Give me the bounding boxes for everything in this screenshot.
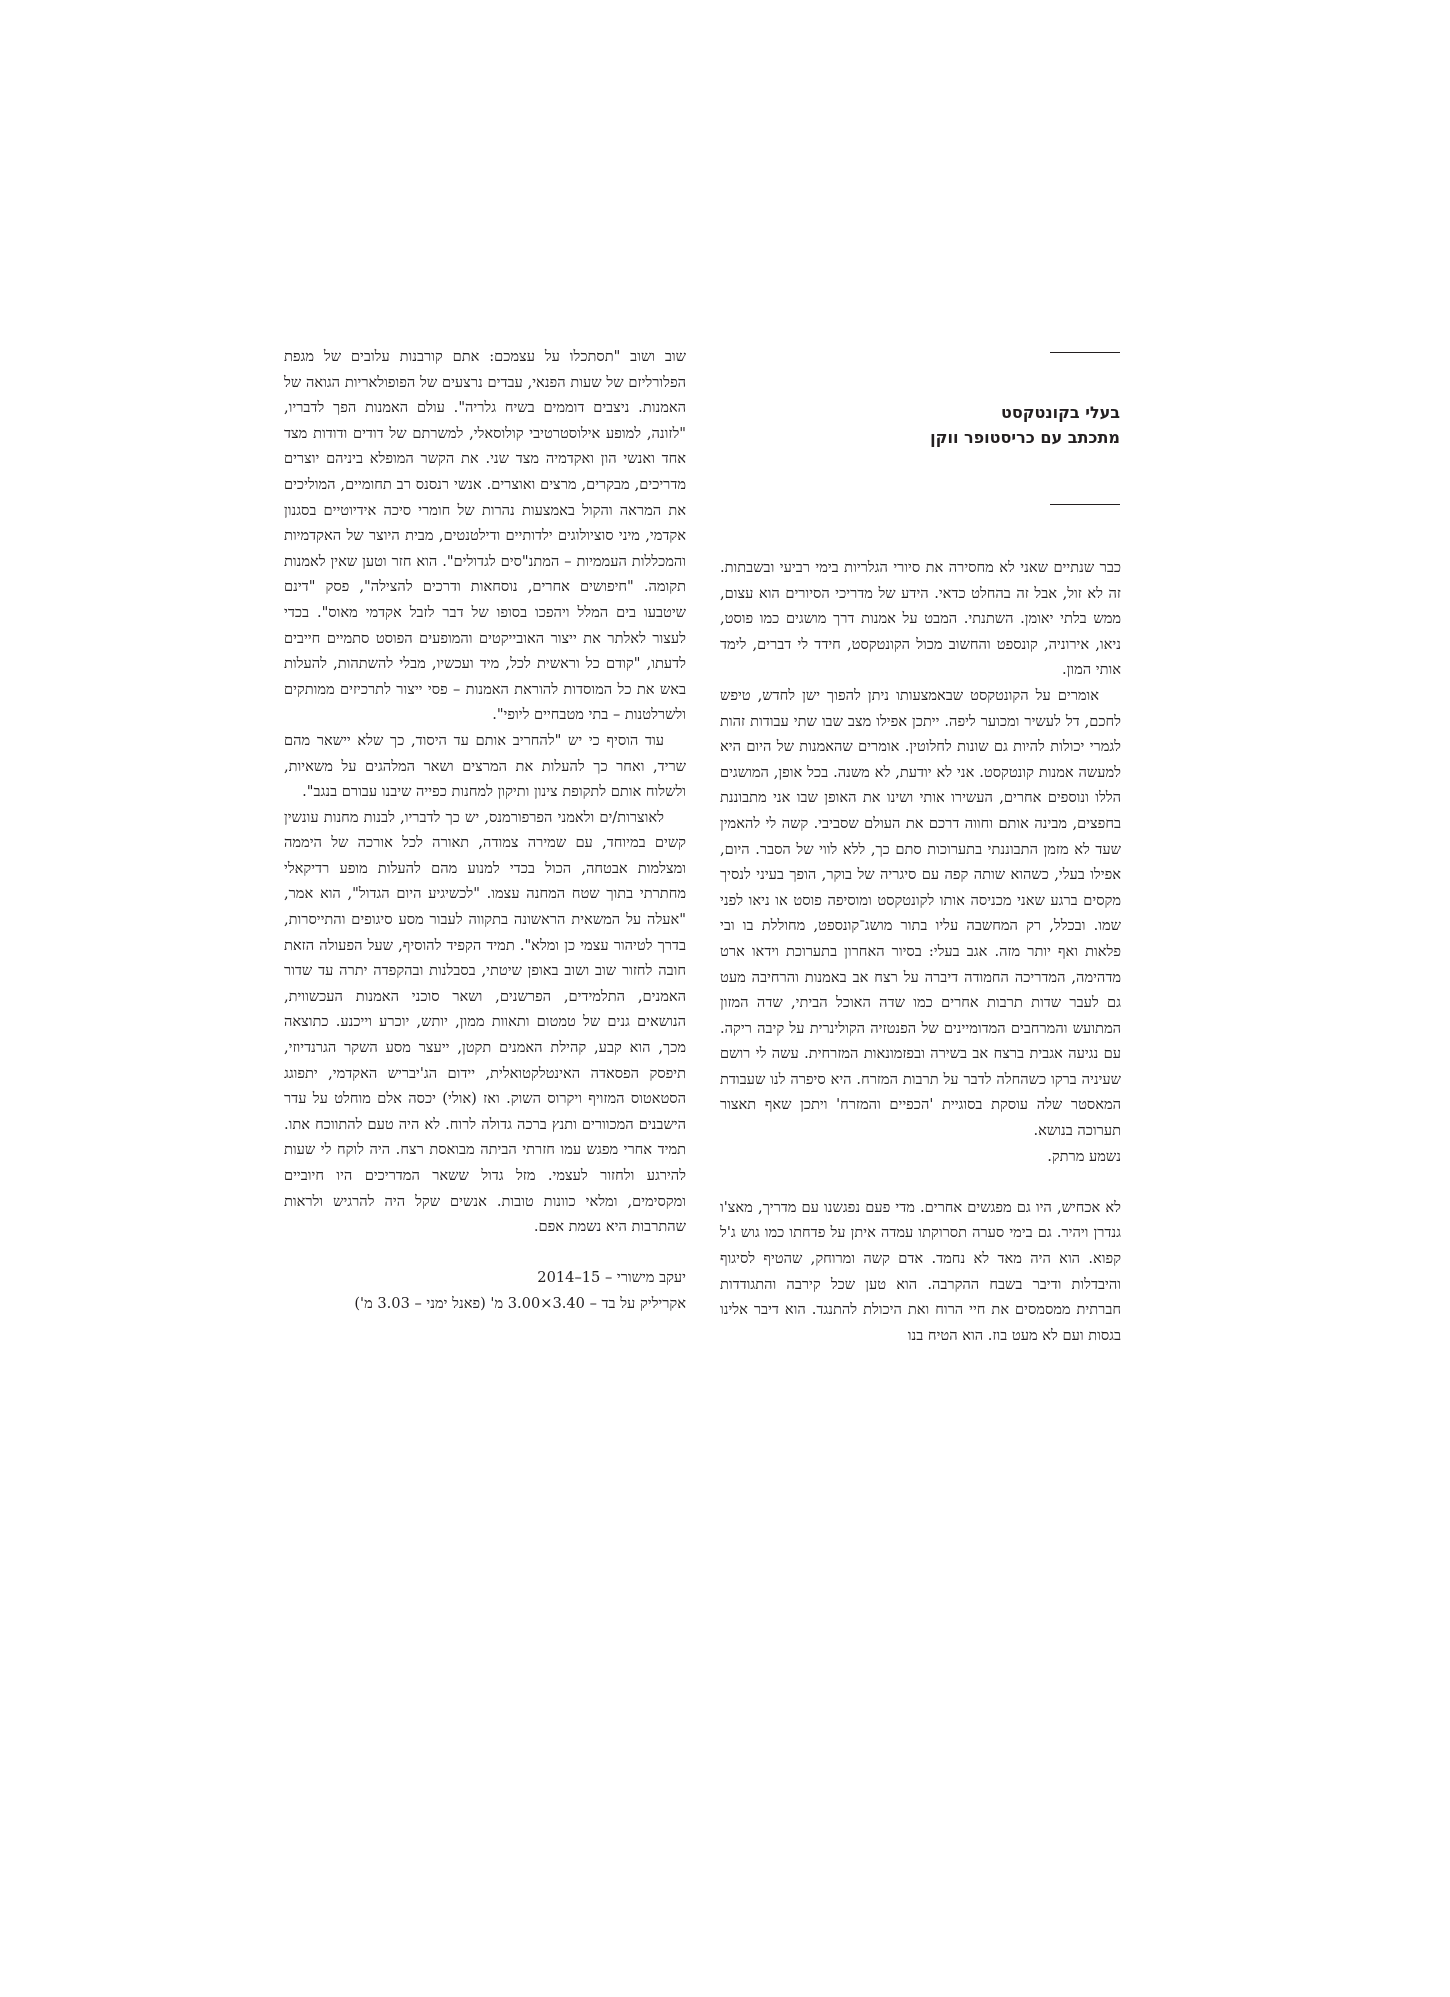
- top-divider: [1050, 352, 1120, 353]
- artwork-caption-title: יעקב מישורי – 15–2014: [537, 1269, 686, 1287]
- paragraph: כבר שנתיים שאני לא מחסירה את סיורי הגלריות בימי רביעי ובשבתות. זה לא זול, אבל זה בהחלט כדאי. הידע של מדריכי הסיורים הוא עצום, ממש בלתי יאומן. השתנתי. המבט על אמנות דרך מושגים כמו פוסט, ניאו, אירוניה, קונספט והחשוב מכול הקונטקסט, חידד לי דברים, לימד אותי המון.: [720, 559, 1121, 679]
- caption-spacer: [284, 1240, 686, 1266]
- paragraph: לא אכחיש, היו גם מפגשים אחרים. מדי פעם נפגשנו עם מדריך, מאצ'ו גנדרן ויהיר. גם בימי סערה תסרוקתו עמדה איתן על פדחתו כמו גוש ג'ל קפוא. הוא היה מאד לא נחמד. אדם קשה ומרוחק, שהטיף לסיגוף והיבדלות ודיבר בשבח ההקרבה. הוא טען שכל קירבה והתגודדות חברתית ממסמסים את חיי הרוח ואת היכולת להתנגד. הוא דיבר אלינו בגסות ועם לא מעט בוז. הוא הטיח בנו: [720, 1198, 1121, 1344]
- bottom-divider: [1050, 504, 1120, 505]
- paragraph: שוב ושוב "תסתכלו על עצמכם: אתם קורבנות עלובים של מגפת הפלורליזם של שעות הפנאי, עבדים נרצעים של הפופולאריות הגואה של האמנות. ניצבים דוממים בשיח גלריה". עולם האמנות הפך לדבריו, "לזונה, למופע אילוסטרטיבי קולוסאלי, למשרתם של דודים ודודות מצד אחד ואנשי הון ואקדמיה מצד שני. את הקשר המופלא ביניהם יוצרים מדריכים, מבקרים, מרצים ואוצרים. אנשי רנסנס רב תחומיים, המוליכים את המראה והקול באמצעות נהרות של חומרי סיכה אידיוטיים בסגנון אקדמי, מיני סוציולוגים ילדותיים ודילטנטים, מבית היוצר של האקדמיות והמכללות העממיות – המתנ"סים לגדולים". הוא חזר וטען שאין לאמנות תקומה. "חיפושים אחרים, נוסחאות ודרכים להצילה", פסק "דינם שיטבעו בים המלל ויהפכו בסופו של דבר לזבל אקדמי מאוס". בכדי לעצור לאלתר את ייצור האובייקטים והמופעים הפוסט סתמיים חייבים לדעתו, "קודם כל וראשית לכל, מיד ועכשיו, מבלי להשתהות, להעלות באש את כל המוסדות להוראת האמנות – פסי ייצור לתרכיזים ממותקים ולשרלטנות – בתי מטבחיים ליופי".: [284, 348, 686, 724]
- paragraph: אומרים על הקונטקסט שבאמצעותו ניתן להפוך ישן לחדש, טיפש לחכם, דל לעשיר ומכוער ליפה. ייתכן אפילו מצב שבו שתי עבודות זהות לגמרי יכולות להיות גם שונות לחלוטין. אומרים שהאמנות של היום היא למעשה אמנות קונטקסט. אני לא יודעת, לא משנה. בכל אופן, המושגים הללו ונוספים אחרים, העשירו אותי ושינו את האופן שבו אני מתבוננת בחפצים, מבינה אותם וחווה דרכם את העולם שסביבי. קשה לי להאמין שעד לא מזמן התבוננתי בתערוכות סתם כך, ללא לווי של הסבר. היום, אפילו בעלי, כשהוא שותה קפה עם סיגריה של בוקר, הופך בעיני לנסיך מקסים ברגע שאני מכניסה אותו לקונטקסט ומוסיפה פוסט או ניאו לפני שמו. ובכלל, רק המחשבה עליו בתור מושג־קונספט, מחוללת בו ובי פלאות ואף יותר מזה. אגב בעלי: בסיור האחרון בתערוכת וידאו ארט מדהימה, המדריכה החמודה דיברה על רצח אב באמנות והרחיבה מעט גם לעבר שדות תרבות אחרים כמו שדה האוכל הביתי, שדה המזון המתועש והמרחבים המדומיינים של הפנטזיה הקולינרית על קיבה ריקה. עם נגיעה אגבית ברצח אב בשירה ובפזמונאות המזרחית. עשה לי רושם שעיניה ברקו כשהחלה לדבר על תרבות המזרח. היא סיפרה לנו שעבודת המאסטר שלה עוסקת בסוגיית 'הכפיים והמזרח' ויתכן שאף תאצור תערוכה בנושא.: [720, 686, 1121, 1140]
- paragraph-spacer: [720, 1169, 1121, 1195]
- article-heading: [760, 400, 1120, 450]
- left-text-column: [284, 344, 686, 1317]
- paragraph: עוד הוסיף כי יש "להחריב אותם עד היסוד, כך שלא יישאר מהם שריד, ואחר כך להעלות את המרצים ושאר המלהגים על משאיות, ולשלוח אותם לתקופת צינון ותיקון למחנות כפייה שיבנו עבורם בנגב".: [284, 731, 686, 801]
- paragraph: לאוצרות/ים ולאמני הפרפורמנס, יש כך לדבריו, לבנות מחנות עונשין קשים במיוחד, עם שמירה צמודה, תאורה לכל אורכה של היממה ומצלמות אבטחה, הכול בכדי למנוע מהם להעלות מופע רדיקאלי מחתרתי בתוך שטח המחנה עצמו. "לכשיגיע היום הגדול", הוא אמר, "אעלה על המשאית הראשונה בתקווה לעבור מסע סיגופים והתייסרות, בדרך לטיהור עצמי כן ומלא". תמיד הקפיד להוסיף, שעל הפעולה הזאת חובה לחזור שוב ושוב באופן שיטתי, בסבלנות ובהקפדה יתרה עד שדור האמנים, התלמידים, הפרשנים, ושאר סוכני האמנות העכשווית, הנושאים גנים של טמטום ותאוות ממון, יותש, יוכרע וייכנע. כתוצאה מכך, הוא קבע, קהילת האמנים תקטן, ייעצר מסע השקר הגרנדיוזי, תיפסק הפסאדה האינטלקטואלית, יידום הג'יבריש האקדמי, יתפוגג הסטאטוס המזויף ויקרוס השוק. ואז (אולי) יכסה אלם מוחלט על עדר הישבנים המכוורים ותנץ ברכה גדולה לרוח. לא היה טעם להתווכח אתו. תמיד אחרי מפגש עמו חזרתי הביתה מבואסת רצח. היה לוקח לי שעות להירגע ולחזור לעצמי. מזל גדול ששאר המדריכים היו חיוביים ומקסימים, ומלאי כוונות טובות. אנשים שקל היה להרגיש ולראות שהתרבות היא נשמת אפם.: [284, 808, 686, 1236]
- article-subtitle: מתכתב עם כריסטופר ווקן: [930, 428, 1120, 447]
- paragraph-signature: נשמע מרתק.: [1047, 1147, 1121, 1165]
- artwork-caption-medium: אקריליק על בד – 3.40×3.00 מ' (פאנל ימני – 3.03 מ'): [354, 1294, 686, 1312]
- right-text-column: [720, 555, 1121, 1348]
- article-title: בעלי בקונטקסט: [1000, 403, 1120, 422]
